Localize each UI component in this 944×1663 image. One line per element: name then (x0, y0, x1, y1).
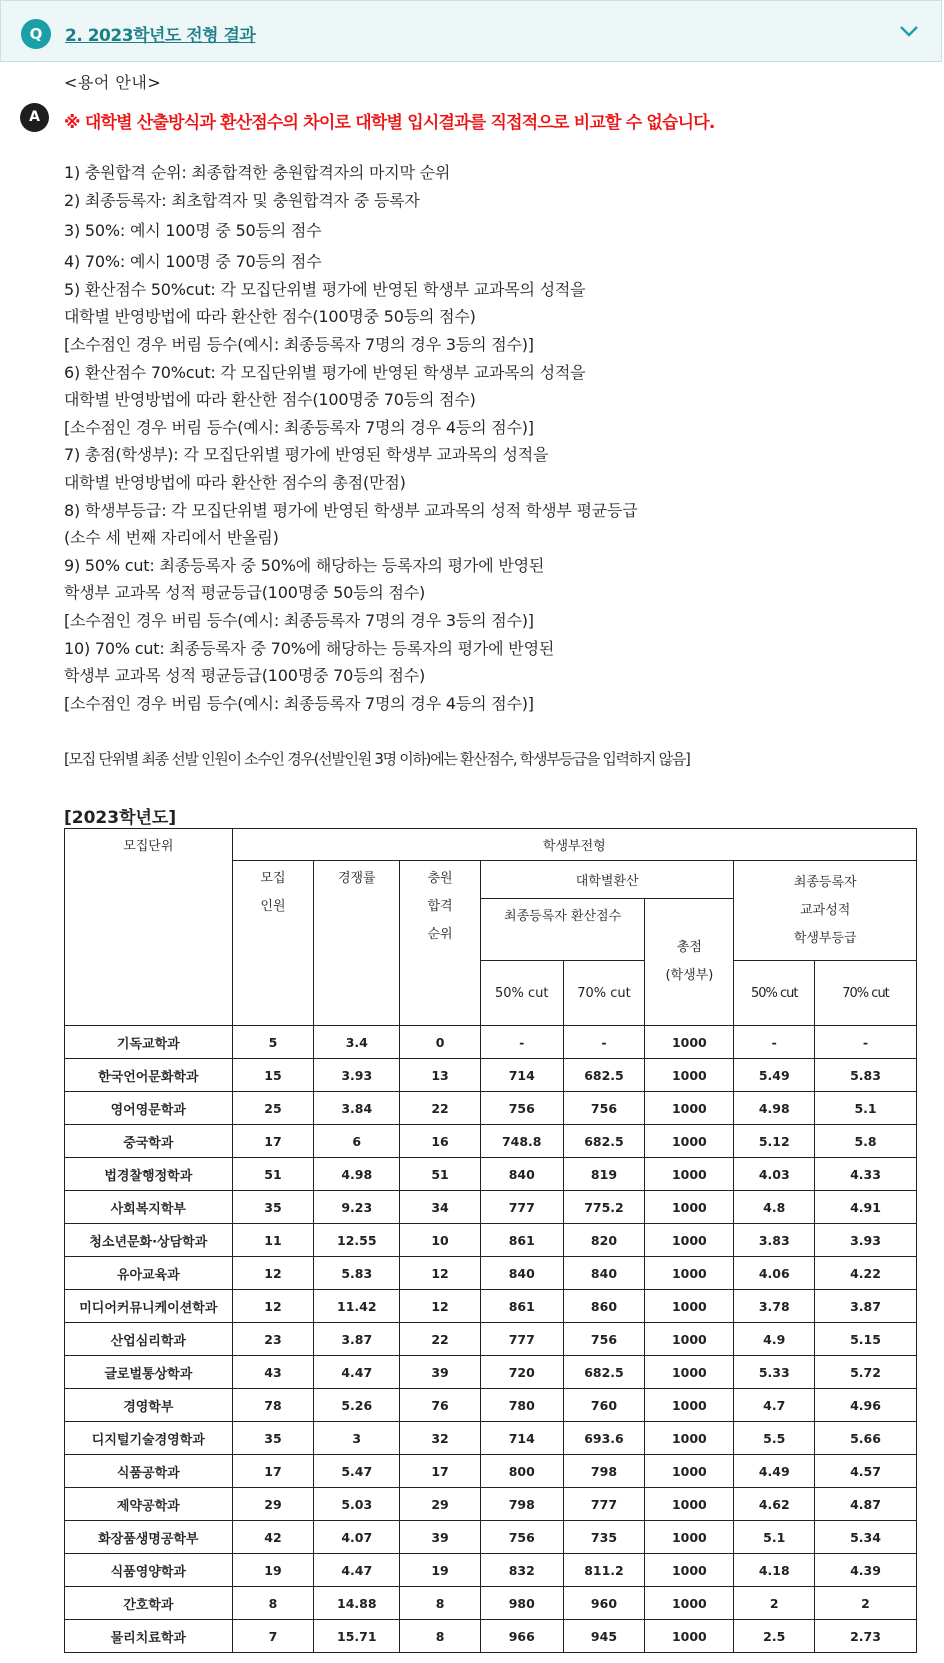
table-cell: 3.78 (734, 1290, 815, 1323)
table-cell: 78 (232, 1389, 314, 1422)
table-cell: 10 (400, 1224, 481, 1257)
table-cell: 840 (480, 1257, 563, 1290)
table-cell: 1000 (645, 1455, 734, 1488)
table-cell: 4.18 (734, 1554, 815, 1587)
table-cell: 1000 (645, 1389, 734, 1422)
table-cell: 5.12 (734, 1125, 815, 1158)
unit-name-cell: 경영학부 (65, 1389, 233, 1422)
table-row (65, 1455, 917, 1488)
header-waitlist: 충원 합격 순위 (400, 861, 481, 1026)
table-cell: 5.72 (815, 1356, 917, 1389)
table-cell: 840 (563, 1257, 645, 1290)
table-cell: 756 (563, 1323, 645, 1356)
table-cell: 25 (232, 1092, 314, 1125)
unit-name-cell: 제약공학과 (65, 1488, 233, 1521)
table-cell: 1000 (645, 1587, 734, 1620)
header-total: 총점 (학생부) (645, 899, 734, 1026)
table-cell: 819 (563, 1158, 645, 1191)
table-cell: 5.83 (314, 1257, 400, 1290)
table-cell: 9.23 (314, 1191, 400, 1224)
table-cell: 12.55 (314, 1224, 400, 1257)
table-cell: 16 (400, 1125, 481, 1158)
unit-name-cell: 사회복지학부 (65, 1191, 233, 1224)
table-cell: 735 (563, 1521, 645, 1554)
table-cell: 945 (563, 1620, 645, 1653)
table-cell: 777 (480, 1323, 563, 1356)
table-cell: 19 (232, 1554, 314, 1587)
unit-name-cell: 기독교학과 (65, 1026, 233, 1059)
table-row (65, 1026, 917, 1059)
table-cell: 1000 (645, 1092, 734, 1125)
table-cell: 1000 (645, 1224, 734, 1257)
unit-name-cell: 글로벌통상학과 (65, 1356, 233, 1389)
table-cell: 756 (563, 1092, 645, 1125)
definition-line: (소수 세 번째 자리에서 반올림) (64, 528, 279, 548)
table-cell: 51 (232, 1158, 314, 1191)
unit-name-cell: 영어영문학과 (65, 1092, 233, 1125)
table-cell: 1000 (645, 1554, 734, 1587)
table-cell: 4.07 (314, 1521, 400, 1554)
table-row (65, 1587, 917, 1620)
table-cell: 1000 (645, 1191, 734, 1224)
table-cell: 5.26 (314, 1389, 400, 1422)
table-row (65, 1059, 917, 1092)
unit-name-cell: 한국언어문화학과 (65, 1059, 233, 1092)
header-conv-cut70: 70% cut (563, 961, 645, 1026)
table-cell: 8 (400, 1620, 481, 1653)
definition-line: 대학별 반영방법에 따라 환산한 점수(100명중 50등의 점수) (64, 307, 476, 327)
table-cell: 8 (400, 1587, 481, 1620)
answer-body (64, 62, 924, 717)
table-cell: 1000 (645, 1422, 734, 1455)
table-cell: 42 (232, 1521, 314, 1554)
table-cell: 39 (400, 1521, 481, 1554)
header-univ-conversion: 대학별환산 (480, 861, 734, 899)
table-cell: 13 (400, 1059, 481, 1092)
question-badge: Q (21, 19, 51, 49)
table-cell: 43 (232, 1356, 314, 1389)
definition-line: 학생부 교과목 성적 평균등급(100명중 50등의 점수) (64, 583, 426, 603)
table-cell: 12 (232, 1290, 314, 1323)
table-cell: - (734, 1026, 815, 1059)
table-cell: 11 (232, 1224, 314, 1257)
table-cell: 960 (563, 1587, 645, 1620)
table-cell: 1000 (645, 1158, 734, 1191)
table-cell: 775.2 (563, 1191, 645, 1224)
table-cell: 5.15 (815, 1323, 917, 1356)
table-cell: 4.91 (815, 1191, 917, 1224)
table-cell: 760 (563, 1389, 645, 1422)
table-cell: 3.93 (314, 1059, 400, 1092)
table-cell: 23 (232, 1323, 314, 1356)
definition-line: [소수점인 경우 버림 등수(예시: 최종등록자 7명의 경우 4등의 점수)] (64, 693, 534, 713)
unit-name-cell: 간호학과 (65, 1587, 233, 1620)
table-row (65, 1125, 917, 1158)
answer-badge: A (20, 103, 49, 132)
table-row (65, 1290, 917, 1323)
notice-text: [모집 단위별 최종 선발 인원이 소수인 경우(선발인원 3명 이하)에는 환산점수, 학생부등급을 입력하지 않음] (64, 750, 690, 768)
table-cell: 1000 (645, 1488, 734, 1521)
table-row (65, 1356, 917, 1389)
table-cell: 861 (480, 1290, 563, 1323)
table-cell: 76 (400, 1389, 481, 1422)
header-final-conversion: 최종등록자 환산점수 (480, 899, 644, 961)
table-cell: 2 (734, 1587, 815, 1620)
definition-line: [소수점인 경우 버림 등수(예시: 최종등록자 7명의 경우 3등의 점수)] (64, 334, 534, 354)
table-cell: 4.22 (815, 1257, 917, 1290)
table-cell: 17 (232, 1455, 314, 1488)
table-cell: 682.5 (563, 1125, 645, 1158)
table-cell: 4.47 (314, 1356, 400, 1389)
table-cell: 5 (232, 1026, 314, 1059)
table-cell: - (563, 1026, 645, 1059)
header-quota: 모집 인원 (232, 861, 314, 1026)
warning-text: ※ 대학별 산출방식과 환산점수의 차이로 대학별 입시결과를 직접적으로 비교할 수 없습니다. (64, 113, 715, 133)
table-cell: 1000 (645, 1521, 734, 1554)
table-row (65, 1389, 917, 1422)
table-cell: 4.62 (734, 1488, 815, 1521)
table-cell: 5.33 (734, 1356, 815, 1389)
table-cell: 4.39 (815, 1554, 917, 1587)
table-cell: 35 (232, 1422, 314, 1455)
unit-name-cell: 산업심리학과 (65, 1323, 233, 1356)
table-cell: 811.2 (563, 1554, 645, 1587)
table-cell: 4.98 (734, 1092, 815, 1125)
table-cell: 4.96 (815, 1389, 917, 1422)
table-cell: 748.8 (480, 1125, 563, 1158)
table-cell: 1000 (645, 1125, 734, 1158)
table-cell: 3 (314, 1422, 400, 1455)
table-cell: 2.73 (815, 1620, 917, 1653)
table-row (65, 1257, 917, 1290)
definition-line: 6) 환산점수 70%cut: 각 모집단위별 평가에 반영된 학생부 교과목의 성적을 (64, 362, 586, 382)
table-cell: 4.7 (734, 1389, 815, 1422)
table-cell: 777 (563, 1488, 645, 1521)
table-cell: 29 (232, 1488, 314, 1521)
table-cell: 1000 (645, 1290, 734, 1323)
definition-line: 대학별 반영방법에 따라 환산한 점수(100명중 70등의 점수) (64, 390, 476, 410)
definition-line: 9) 50% cut: 최종등록자 중 50%에 해당하는 등록자의 평가에 반영된 (64, 555, 545, 575)
table-cell: 12 (232, 1257, 314, 1290)
table-cell: 39 (400, 1356, 481, 1389)
table-cell: 5.1 (815, 1092, 917, 1125)
table-cell: 0 (400, 1026, 481, 1059)
unit-name-cell: 물리치료학과 (65, 1620, 233, 1653)
definition-line: 학생부 교과목 성적 평균등급(100명중 70등의 점수) (64, 666, 426, 686)
table-cell: 29 (400, 1488, 481, 1521)
table-cell: 5.03 (314, 1488, 400, 1521)
table-cell: 682.5 (563, 1059, 645, 1092)
table-cell: 5.47 (314, 1455, 400, 1488)
definition-line: 3) 50%: 예시 100명 중 50등의 점수 (64, 221, 322, 241)
unit-name-cell: 식품공학과 (65, 1455, 233, 1488)
unit-name-cell: 미디어커뮤니케이션학과 (65, 1290, 233, 1323)
header-grade-cut70: 70% cut (815, 961, 917, 1026)
table-cell: 798 (563, 1455, 645, 1488)
table-cell: 714 (480, 1422, 563, 1455)
header-grade-cut50: 50% cut (734, 961, 815, 1026)
table-cell: 4.06 (734, 1257, 815, 1290)
table-cell: 17 (232, 1125, 314, 1158)
table-cell: 1000 (645, 1257, 734, 1290)
table-cell: - (480, 1026, 563, 1059)
table-row (65, 1224, 917, 1257)
table-cell: 35 (232, 1191, 314, 1224)
definition-line: [소수점인 경우 버림 등수(예시: 최종등록자 7명의 경우 4등의 점수)] (64, 417, 534, 437)
table-cell: 8 (232, 1587, 314, 1620)
table-cell: 4.03 (734, 1158, 815, 1191)
table-cell: 980 (480, 1587, 563, 1620)
table-row (65, 1422, 917, 1455)
results-table (64, 828, 917, 1653)
table-cell: 3.87 (815, 1290, 917, 1323)
table-cell: 12 (400, 1257, 481, 1290)
definition-line: 8) 학생부등급: 각 모집단위별 평가에 반영된 학생부 교과목의 성적 학생부 평균등급 (64, 500, 638, 520)
question-title[interactable]: 2. 2023학년도 전형 결과 (65, 26, 256, 46)
table-cell: 820 (563, 1224, 645, 1257)
table-cell: 1000 (645, 1620, 734, 1653)
unit-name-cell: 디지털기술경영학과 (65, 1422, 233, 1455)
table-cell: - (815, 1026, 917, 1059)
table-cell: 3.83 (734, 1224, 815, 1257)
header-competition: 경쟁률 (314, 861, 400, 1026)
table-cell: 2 (815, 1587, 917, 1620)
table-cell: 1000 (645, 1356, 734, 1389)
table-cell: 966 (480, 1620, 563, 1653)
table-cell: 4.47 (314, 1554, 400, 1587)
header-track: 학생부전형 (232, 829, 916, 861)
table-cell: 756 (480, 1521, 563, 1554)
table-cell: 4.87 (815, 1488, 917, 1521)
definition-line: 5) 환산점수 50%cut: 각 모집단위별 평가에 반영된 학생부 교과목의 성적을 (64, 279, 586, 299)
table-cell: 3.84 (314, 1092, 400, 1125)
table-row (65, 1554, 917, 1587)
table-cell: 19 (400, 1554, 481, 1587)
table-cell: 34 (400, 1191, 481, 1224)
definition-line: 2) 최종등록자: 최초합격자 및 충원합격자 중 등록자 (64, 190, 420, 210)
table-cell: 682.5 (563, 1356, 645, 1389)
unit-name-cell: 청소년문화·상담학과 (65, 1224, 233, 1257)
table-cell: 4.98 (314, 1158, 400, 1191)
table-row (65, 1092, 917, 1125)
table-row (65, 1488, 917, 1521)
unit-name-cell: 유아교육과 (65, 1257, 233, 1290)
table-cell: 22 (400, 1323, 481, 1356)
definition-line: 대학별 반영방법에 따라 환산한 점수의 총점(만점) (64, 472, 406, 492)
table-row (65, 1158, 917, 1191)
table-cell: 1000 (645, 1026, 734, 1059)
table-cell: 780 (480, 1389, 563, 1422)
table-cell: 51 (400, 1158, 481, 1191)
definition-line: 7) 총점(학생부): 각 모집단위별 평가에 반영된 학생부 교과목의 성적을 (64, 445, 549, 465)
unit-name-cell: 법경찰행정학과 (65, 1158, 233, 1191)
table-cell: 800 (480, 1455, 563, 1488)
table-cell: 693.6 (563, 1422, 645, 1455)
table-cell: 861 (480, 1224, 563, 1257)
header-unit: 모집단위 (65, 829, 233, 1026)
definition-line: [소수점인 경우 버림 등수(예시: 최종등록자 7명의 경우 3등의 점수)] (64, 610, 534, 630)
table-cell: 4.57 (815, 1455, 917, 1488)
unit-name-cell: 화장품생명공학부 (65, 1521, 233, 1554)
chevron-down-icon[interactable] (897, 19, 921, 43)
definitions-list (64, 159, 924, 717)
table-row (65, 1620, 917, 1653)
table-cell: 7 (232, 1620, 314, 1653)
table-cell: 2.5 (734, 1620, 815, 1653)
table-cell: 1000 (645, 1323, 734, 1356)
table-cell: 5.8 (815, 1125, 917, 1158)
table-cell: 860 (563, 1290, 645, 1323)
table-cell: 4.33 (815, 1158, 917, 1191)
table-cell: 5.83 (815, 1059, 917, 1092)
table-cell: 5.49 (734, 1059, 815, 1092)
table-cell: 5.66 (815, 1422, 917, 1455)
header-final-grade: 최종등록자 교과성적 학생부등급 (734, 861, 917, 961)
table-cell: 17 (400, 1455, 481, 1488)
table-cell: 15.71 (314, 1620, 400, 1653)
table-cell: 3.4 (314, 1026, 400, 1059)
table-cell: 12 (400, 1290, 481, 1323)
table-row (65, 1191, 917, 1224)
unit-name-cell: 중국학과 (65, 1125, 233, 1158)
section-title: [2023학년도] (64, 808, 177, 828)
table-cell: 4.9 (734, 1323, 815, 1356)
table-row (65, 1323, 917, 1356)
definition-line: 1) 충원합격 순위: 최종합격한 충원합격자의 마지막 순위 (64, 163, 451, 182)
definition-line: 4) 70%: 예시 100명 중 70등의 점수 (64, 252, 322, 272)
table-cell: 32 (400, 1422, 481, 1455)
table-cell: 714 (480, 1059, 563, 1092)
table-cell: 832 (480, 1554, 563, 1587)
table-cell: 840 (480, 1158, 563, 1191)
table-cell: 1000 (645, 1059, 734, 1092)
table-cell: 777 (480, 1191, 563, 1224)
table-cell: 22 (400, 1092, 481, 1125)
table-cell: 15 (232, 1059, 314, 1092)
table-cell: 5.5 (734, 1422, 815, 1455)
table-cell: 756 (480, 1092, 563, 1125)
table-cell: 5.34 (815, 1521, 917, 1554)
table-cell: 720 (480, 1356, 563, 1389)
table-cell: 6 (314, 1125, 400, 1158)
table-cell: 11.42 (314, 1290, 400, 1323)
table-cell: 3.93 (815, 1224, 917, 1257)
table-cell: 798 (480, 1488, 563, 1521)
table-row (65, 1521, 917, 1554)
unit-name-cell: 식품영양학과 (65, 1554, 233, 1587)
table-cell: 4.8 (734, 1191, 815, 1224)
table-cell: 14.88 (314, 1587, 400, 1620)
guide-title: <용어 안내> (64, 73, 162, 92)
header-conv-cut50: 50% cut (480, 961, 563, 1026)
table-cell: 3.87 (314, 1323, 400, 1356)
question-header[interactable] (0, 0, 942, 62)
table-cell: 5.1 (734, 1521, 815, 1554)
table-cell: 4.49 (734, 1455, 815, 1488)
definition-line: 10) 70% cut: 최종등록자 중 70%에 해당하는 등록자의 평가에 반영된 (64, 638, 555, 658)
